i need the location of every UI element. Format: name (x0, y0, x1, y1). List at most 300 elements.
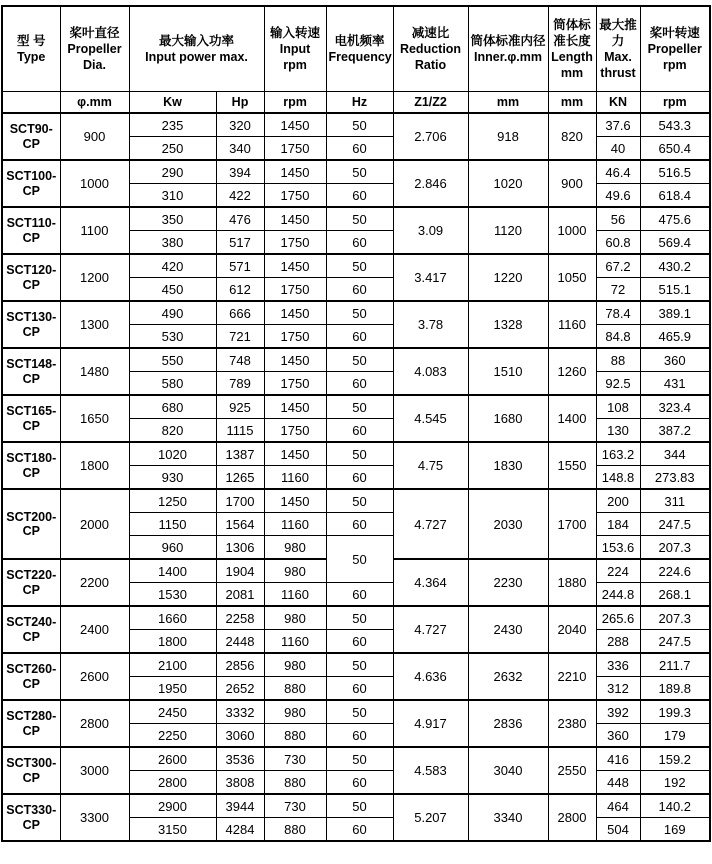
dia-cell: 3300 (60, 794, 129, 841)
hp-cell: 340 (216, 137, 264, 161)
thrust-cell: 148.8 (596, 466, 640, 490)
prop-rpm-cell: 169 (640, 818, 710, 842)
header-input-power (129, 6, 264, 92)
thrust-cell: 184 (596, 513, 640, 536)
input-rpm-cell: 1750 (264, 278, 326, 302)
prop-rpm-cell: 247.5 (640, 513, 710, 536)
hp-cell: 517 (216, 231, 264, 255)
kw-cell: 1660 (129, 606, 216, 630)
unit-inner-mm: mm (468, 92, 548, 114)
hp-cell: 612 (216, 278, 264, 302)
model-cell: SCT200-CP (2, 489, 60, 559)
inner-dia-cell: 2030 (468, 489, 548, 559)
freq-cell: 60 (326, 724, 393, 748)
thrust-cell: 392 (596, 700, 640, 724)
input-rpm-cell: 1160 (264, 583, 326, 607)
header-en: Inner.φ.mm (474, 50, 543, 64)
unit-type (2, 92, 60, 114)
unit-dia: φ.mm (60, 92, 129, 114)
table-row (2, 747, 710, 771)
thrust-cell: 46.4 (596, 160, 640, 184)
hp-cell: 3060 (216, 724, 264, 748)
dia-cell: 1000 (60, 160, 129, 207)
header-zh: 桨叶直径 (69, 26, 120, 40)
prop-rpm-cell: 515.1 (640, 278, 710, 302)
kw-cell: 820 (129, 419, 216, 443)
thrust-cell: 448 (596, 771, 640, 795)
hp-cell: 1115 (216, 419, 264, 443)
unit-ratio: Z1/Z2 (393, 92, 468, 114)
thrust-cell: 88 (596, 348, 640, 372)
kw-cell: 380 (129, 231, 216, 255)
thrust-cell: 108 (596, 395, 640, 419)
freq-cell: 60 (326, 583, 393, 607)
ratio-cell: 4.75 (393, 442, 468, 489)
input-rpm-cell: 880 (264, 677, 326, 701)
dia-cell: 1100 (60, 207, 129, 254)
freq-cell: 50 (326, 254, 393, 278)
dia-cell: 2200 (60, 559, 129, 606)
kw-cell: 550 (129, 348, 216, 372)
hp-cell: 2856 (216, 653, 264, 677)
freq-cell: 50 (326, 160, 393, 184)
header-input-rpm (264, 6, 326, 92)
prop-rpm-cell: 569.4 (640, 231, 710, 255)
model-cell: SCT120-CP (2, 254, 60, 301)
input-rpm-cell: 880 (264, 724, 326, 748)
dia-cell: 1480 (60, 348, 129, 395)
length-cell: 1160 (548, 301, 596, 348)
inner-dia-cell: 1020 (468, 160, 548, 207)
kw-cell: 960 (129, 536, 216, 560)
table-body (2, 113, 710, 841)
thrust-cell: 224 (596, 559, 640, 583)
length-cell: 1700 (548, 489, 596, 559)
length-cell: 820 (548, 113, 596, 160)
hp-cell: 3332 (216, 700, 264, 724)
prop-rpm-cell: 311 (640, 489, 710, 513)
freq-cell: 60 (326, 231, 393, 255)
header-max-thrust (596, 6, 640, 92)
kw-cell: 1530 (129, 583, 216, 607)
freq-cell: 60 (326, 419, 393, 443)
thrust-cell: 56 (596, 207, 640, 231)
thrust-cell: 78.4 (596, 301, 640, 325)
length-cell: 1550 (548, 442, 596, 489)
freq-cell: 60 (326, 630, 393, 654)
freq-cell: 50 (326, 653, 393, 677)
hp-cell: 2652 (216, 677, 264, 701)
ratio-cell: 4.545 (393, 395, 468, 442)
header-zh: 型 号 (17, 34, 46, 48)
model-cell: SCT220-CP (2, 559, 60, 606)
kw-cell: 580 (129, 372, 216, 396)
input-rpm-cell: 1160 (264, 466, 326, 490)
prop-rpm-cell: 430.2 (640, 254, 710, 278)
units-row (2, 92, 710, 114)
kw-cell: 1020 (129, 442, 216, 466)
model-cell: SCT180-CP (2, 442, 60, 489)
thrust-cell: 244.8 (596, 583, 640, 607)
table-row (2, 653, 710, 677)
freq-cell: 60 (326, 278, 393, 302)
header-zh: 最大推力 (599, 18, 637, 48)
freq-cell: 60 (326, 466, 393, 490)
input-rpm-cell: 1750 (264, 325, 326, 349)
unit-kn: KN (596, 92, 640, 114)
table-row (2, 160, 710, 184)
ratio-cell: 2.846 (393, 160, 468, 207)
ratio-cell: 3.417 (393, 254, 468, 301)
prop-rpm-cell: 516.5 (640, 160, 710, 184)
thrust-cell: 84.8 (596, 325, 640, 349)
input-rpm-cell: 730 (264, 794, 326, 818)
freq-cell: 60 (326, 372, 393, 396)
input-rpm-cell: 1160 (264, 513, 326, 536)
ratio-cell: 3.78 (393, 301, 468, 348)
kw-cell: 680 (129, 395, 216, 419)
length-cell: 1400 (548, 395, 596, 442)
thrust-cell: 153.6 (596, 536, 640, 560)
prop-rpm-cell: 189.8 (640, 677, 710, 701)
model-cell: SCT165-CP (2, 395, 60, 442)
unit-hz: Hz (326, 92, 393, 114)
input-rpm-cell: 980 (264, 536, 326, 560)
freq-cell: 50 (326, 794, 393, 818)
input-rpm-cell: 980 (264, 606, 326, 630)
table-row (2, 254, 710, 278)
header-en: Input rpm (279, 42, 311, 72)
table-row (2, 489, 710, 513)
length-cell: 2040 (548, 606, 596, 653)
table-row (2, 442, 710, 466)
freq-cell: 60 (326, 677, 393, 701)
prop-rpm-cell: 344 (640, 442, 710, 466)
input-rpm-cell: 1450 (264, 348, 326, 372)
freq-cell: 60 (326, 513, 393, 536)
ratio-cell: 4.583 (393, 747, 468, 794)
table-row (2, 700, 710, 724)
dia-cell: 1300 (60, 301, 129, 348)
input-rpm-cell: 1450 (264, 395, 326, 419)
header-propeller-dia (60, 6, 129, 92)
input-rpm-cell: 980 (264, 700, 326, 724)
thrust-cell: 60.8 (596, 231, 640, 255)
inner-dia-cell: 3040 (468, 747, 548, 794)
ratio-cell: 5.207 (393, 794, 468, 841)
hp-cell: 3808 (216, 771, 264, 795)
input-rpm-cell: 1450 (264, 301, 326, 325)
prop-rpm-cell: 179 (640, 724, 710, 748)
table-row (2, 207, 710, 231)
prop-rpm-cell: 465.9 (640, 325, 710, 349)
table-row (2, 395, 710, 419)
header-en: Propeller Dia. (67, 42, 122, 72)
input-rpm-cell: 980 (264, 559, 326, 583)
unit-kw: Kw (129, 92, 216, 114)
prop-rpm-cell: 247.5 (640, 630, 710, 654)
hp-cell: 666 (216, 301, 264, 325)
input-rpm-cell: 730 (264, 747, 326, 771)
thrust-cell: 360 (596, 724, 640, 748)
thrust-cell: 72 (596, 278, 640, 302)
header-en: Propeller rpm (647, 42, 702, 72)
inner-dia-cell: 1510 (468, 348, 548, 395)
dia-cell: 2400 (60, 606, 129, 653)
hp-cell: 1700 (216, 489, 264, 513)
ratio-cell: 4.917 (393, 700, 468, 747)
input-rpm-cell: 1450 (264, 442, 326, 466)
freq-cell: 50 (326, 606, 393, 630)
header-en: Max. thrust (600, 50, 636, 80)
length-cell: 900 (548, 160, 596, 207)
kw-cell: 490 (129, 301, 216, 325)
hp-cell: 2081 (216, 583, 264, 607)
freq-cell: 60 (326, 184, 393, 208)
header-zh: 筒体标准长度 (553, 18, 591, 48)
model-cell: SCT148-CP (2, 348, 60, 395)
header-inner-dia (468, 6, 548, 92)
hp-cell: 394 (216, 160, 264, 184)
input-rpm-cell: 1450 (264, 254, 326, 278)
header-en: Reduction Ratio (399, 42, 462, 72)
hp-cell: 571 (216, 254, 264, 278)
hp-cell: 2258 (216, 606, 264, 630)
hp-cell: 320 (216, 113, 264, 137)
hp-cell: 1387 (216, 442, 264, 466)
prop-rpm-cell: 207.3 (640, 606, 710, 630)
hp-cell: 789 (216, 372, 264, 396)
dia-cell: 2800 (60, 700, 129, 747)
dia-cell: 1200 (60, 254, 129, 301)
ratio-cell: 2.706 (393, 113, 468, 160)
freq-cell: 50 (326, 442, 393, 466)
kw-cell: 2800 (129, 771, 216, 795)
input-rpm-cell: 1750 (264, 184, 326, 208)
freq-cell: 50 (326, 700, 393, 724)
dia-cell: 3000 (60, 747, 129, 794)
freq-cell: 50 (326, 113, 393, 137)
prop-rpm-cell: 159.2 (640, 747, 710, 771)
input-rpm-cell: 980 (264, 653, 326, 677)
kw-cell: 420 (129, 254, 216, 278)
hp-cell: 748 (216, 348, 264, 372)
length-cell: 2550 (548, 747, 596, 794)
prop-rpm-cell: 273.83 (640, 466, 710, 490)
model-cell: SCT260-CP (2, 653, 60, 700)
hp-cell: 925 (216, 395, 264, 419)
inner-dia-cell: 2632 (468, 653, 548, 700)
freq-cell: 50 (326, 207, 393, 231)
input-rpm-cell: 1450 (264, 489, 326, 513)
thrust-cell: 163.2 (596, 442, 640, 466)
hp-cell: 3536 (216, 747, 264, 771)
input-rpm-cell: 1750 (264, 137, 326, 161)
header-frequency (326, 6, 393, 92)
ratio-cell: 4.727 (393, 489, 468, 559)
kw-cell: 530 (129, 325, 216, 349)
hp-cell: 3944 (216, 794, 264, 818)
unit-length-mm: mm (548, 92, 596, 114)
header-en: Type (17, 50, 46, 64)
length-cell: 1000 (548, 207, 596, 254)
thrust-cell: 49.6 (596, 184, 640, 208)
header-type (2, 6, 60, 92)
kw-cell: 1150 (129, 513, 216, 536)
table-header (2, 6, 710, 113)
inner-dia-cell: 1328 (468, 301, 548, 348)
length-cell: 1880 (548, 559, 596, 606)
hp-cell: 476 (216, 207, 264, 231)
unit-prop-rpm: rpm (640, 92, 710, 114)
thrust-cell: 312 (596, 677, 640, 701)
input-rpm-cell: 880 (264, 771, 326, 795)
prop-rpm-cell: 650.4 (640, 137, 710, 161)
hp-cell: 2448 (216, 630, 264, 654)
hp-cell: 721 (216, 325, 264, 349)
header-zh: 输入转速 (270, 26, 321, 40)
unit-input-rpm: rpm (264, 92, 326, 114)
kw-cell: 2600 (129, 747, 216, 771)
header-en: Input power max. (145, 50, 248, 64)
kw-cell: 1800 (129, 630, 216, 654)
prop-rpm-cell: 360 (640, 348, 710, 372)
freq-cell: 50 (326, 747, 393, 771)
prop-rpm-cell: 389.1 (640, 301, 710, 325)
table-row (2, 606, 710, 630)
header-en: Length mm (551, 50, 593, 80)
kw-cell: 235 (129, 113, 216, 137)
thruster-spec-table (1, 5, 711, 842)
freq-cell: 60 (326, 818, 393, 842)
header-row (2, 6, 710, 92)
thrust-cell: 130 (596, 419, 640, 443)
model-cell: SCT110-CP (2, 207, 60, 254)
freq-cell: 50 (326, 301, 393, 325)
inner-dia-cell: 1220 (468, 254, 548, 301)
header-length (548, 6, 596, 92)
freq-cell: 50 (326, 489, 393, 513)
thrust-cell: 37.6 (596, 113, 640, 137)
inner-dia-cell: 2836 (468, 700, 548, 747)
kw-cell: 2250 (129, 724, 216, 748)
header-propeller-rpm (640, 6, 710, 92)
kw-cell: 290 (129, 160, 216, 184)
hp-cell: 1265 (216, 466, 264, 490)
thrust-cell: 265.6 (596, 606, 640, 630)
dia-cell: 1650 (60, 395, 129, 442)
inner-dia-cell: 1830 (468, 442, 548, 489)
thrust-cell: 288 (596, 630, 640, 654)
kw-cell: 450 (129, 278, 216, 302)
table-row (2, 113, 710, 137)
prop-rpm-cell: 192 (640, 771, 710, 795)
header-en: Frequency (328, 50, 392, 64)
kw-cell: 350 (129, 207, 216, 231)
inner-dia-cell: 1120 (468, 207, 548, 254)
prop-rpm-cell: 207.3 (640, 536, 710, 560)
hp-cell: 4284 (216, 818, 264, 842)
inner-dia-cell: 1680 (468, 395, 548, 442)
table-row (2, 301, 710, 325)
thrust-cell: 67.2 (596, 254, 640, 278)
freq-cell: 60 (326, 771, 393, 795)
kw-cell: 310 (129, 184, 216, 208)
hp-cell: 1306 (216, 536, 264, 560)
thrust-cell: 200 (596, 489, 640, 513)
table-row (2, 794, 710, 818)
length-cell: 2380 (548, 700, 596, 747)
model-cell: SCT240-CP (2, 606, 60, 653)
inner-dia-cell: 2230 (468, 559, 548, 606)
freq-cell: 50 (326, 348, 393, 372)
length-cell: 2800 (548, 794, 596, 841)
dia-cell: 2000 (60, 489, 129, 559)
ratio-cell: 4.636 (393, 653, 468, 700)
kw-cell: 250 (129, 137, 216, 161)
hp-cell: 1564 (216, 513, 264, 536)
kw-cell: 1250 (129, 489, 216, 513)
length-cell: 2210 (548, 653, 596, 700)
input-rpm-cell: 1450 (264, 113, 326, 137)
hp-cell: 1904 (216, 559, 264, 583)
header-zh: 减速比 (411, 26, 450, 40)
dia-cell: 2600 (60, 653, 129, 700)
length-cell: 1260 (548, 348, 596, 395)
freq-cell: 60 (326, 325, 393, 349)
prop-rpm-cell: 475.6 (640, 207, 710, 231)
prop-rpm-cell: 140.2 (640, 794, 710, 818)
model-cell: SCT90-CP (2, 113, 60, 160)
model-cell: SCT330-CP (2, 794, 60, 841)
dia-cell: 900 (60, 113, 129, 160)
freq-cell: 60 (326, 137, 393, 161)
unit-hp: Hp (216, 92, 264, 114)
prop-rpm-cell: 618.4 (640, 184, 710, 208)
hp-cell: 422 (216, 184, 264, 208)
input-rpm-cell: 1450 (264, 160, 326, 184)
kw-cell: 930 (129, 466, 216, 490)
model-cell: SCT100-CP (2, 160, 60, 207)
prop-rpm-cell: 211.7 (640, 653, 710, 677)
thrust-cell: 336 (596, 653, 640, 677)
kw-cell: 1950 (129, 677, 216, 701)
input-rpm-cell: 1750 (264, 231, 326, 255)
header-reduction-ratio (393, 6, 468, 92)
thrust-cell: 92.5 (596, 372, 640, 396)
thrust-cell: 464 (596, 794, 640, 818)
freq-cell: 50 (326, 395, 393, 419)
inner-dia-cell: 918 (468, 113, 548, 160)
header-zh: 电机频率 (334, 34, 385, 48)
prop-rpm-cell: 268.1 (640, 583, 710, 607)
prop-rpm-cell: 224.6 (640, 559, 710, 583)
header-zh: 筒体标准内径 (470, 34, 546, 48)
prop-rpm-cell: 387.2 (640, 419, 710, 443)
ratio-cell: 3.09 (393, 207, 468, 254)
prop-rpm-cell: 431 (640, 372, 710, 396)
thrust-cell: 504 (596, 818, 640, 842)
kw-cell: 2450 (129, 700, 216, 724)
table-row (2, 348, 710, 372)
input-rpm-cell: 1450 (264, 207, 326, 231)
thrust-cell: 40 (596, 137, 640, 161)
kw-cell: 2100 (129, 653, 216, 677)
kw-cell: 1400 (129, 559, 216, 583)
input-rpm-cell: 1160 (264, 630, 326, 654)
header-zh: 桨叶转速 (649, 26, 700, 40)
length-cell: 1050 (548, 254, 596, 301)
